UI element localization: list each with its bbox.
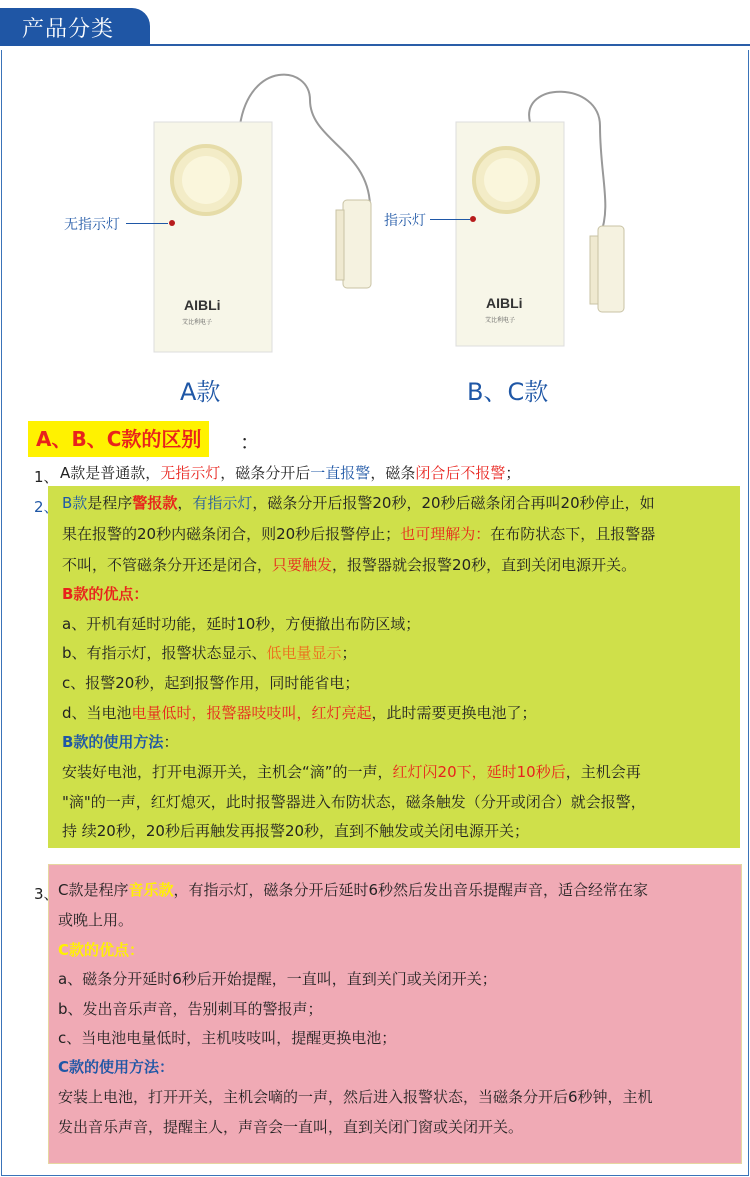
callout-line-bc bbox=[430, 219, 470, 220]
brand-logo-a: AIBLi bbox=[184, 297, 221, 313]
model-b-advantage-d: d、当电池电量低时，报警器吱吱叫，红灯亮起，此时需要更换电池了； bbox=[62, 704, 537, 722]
item-2-number: 2、 bbox=[34, 498, 59, 516]
callout-indicator: 指示灯 bbox=[384, 213, 426, 229]
model-b-line-1: B款是程序警报款，有指示灯，磁条分开后报警20秒，20秒后磁条闭合再叫20秒停止，如 bbox=[62, 494, 655, 512]
item-1-number: 1、 bbox=[34, 468, 59, 486]
model-c-usage-line-2: 发出音乐声音，提醒主人，声音会一直叫，直到关闭门窗或关闭开关。 bbox=[58, 1118, 524, 1136]
model-c-usage-line-1: 安装上电池，打开开关，主机会嘀的一声，然后进入报警状态，当磁条分开后6秒钟，主机 bbox=[58, 1088, 653, 1106]
section-title-colon: ： bbox=[240, 430, 260, 454]
model-c-advantage-b: b、发出音乐声音，告别刺耳的警报声； bbox=[58, 1000, 323, 1018]
page-title: 产品分类 bbox=[22, 17, 115, 42]
model-b-advantage-a: a、开机有延时功能，延时10秒，方便撤出布防区域； bbox=[62, 615, 421, 633]
indicator-position-a bbox=[169, 220, 175, 226]
header bbox=[0, 0, 750, 50]
model-b-usage-line-3: 持 续20秒，20秒后再触发再报警20秒，直到不触发或关闭电源开关； bbox=[62, 822, 530, 840]
model-c-advantages-title: C款的优点： bbox=[58, 941, 145, 959]
indicator-position-bc bbox=[470, 216, 476, 222]
callout-no-indicator: 无指示灯 bbox=[64, 217, 120, 233]
brand-logo-bc: AIBLi bbox=[486, 295, 523, 311]
model-c-line-2: 或晚上用。 bbox=[58, 911, 134, 929]
model-b-usage-line-1: 安装好电池，打开电源开关，主机会“滴”的一声，红灯闪20下，延时10秒后，主机会再 bbox=[62, 763, 641, 781]
model-b-usage-line-2: "滴"的一声，红灯熄灭，此时报警器进入布防状态，磁条触发（分开或闭合）就会报警， bbox=[62, 793, 646, 811]
model-b-usage-title: B款的使用方法： bbox=[62, 733, 179, 751]
svg-text:艾比利电子: 艾比利电子 bbox=[182, 320, 213, 326]
callout-line-a bbox=[126, 223, 168, 224]
item-3-number: 3、 bbox=[34, 885, 59, 903]
model-c-advantage-c: c、当电池电量低时，主机吱吱叫，提醒更换电池； bbox=[58, 1029, 397, 1047]
model-b-advantage-b: b、有指示灯，报警状态显示、低电量显示； bbox=[62, 644, 357, 662]
product-a-label: A款 bbox=[180, 378, 221, 406]
section-title: A、B、C款的区别 bbox=[28, 421, 209, 457]
product-a-image bbox=[140, 70, 400, 360]
svg-text:艾比利电子: 艾比利电子 bbox=[485, 318, 516, 324]
model-c-usage-title: C款的使用方法： bbox=[58, 1058, 175, 1076]
model-b-line-3: 不叫，不管磁条分开还是闭合，只要触发，报警器就会报警20秒，直到关闭电源开关。 bbox=[62, 556, 637, 574]
model-b-advantage-c: c、报警20秒，起到报警作用，同时能省电； bbox=[62, 674, 360, 692]
model-b-line-2: 果在报警的20秒内磁条闭合，则20秒后报警停止；也可理解为：在布防状态下，且报警器 bbox=[62, 525, 656, 543]
product-bc-label: B、C款 bbox=[467, 378, 549, 406]
model-c-advantage-a: a、磁条分开延时6秒后开始提醒，一直叫，直到关门或关闭开关； bbox=[58, 970, 497, 988]
model-b-advantages-title: B款的优点： bbox=[62, 585, 149, 603]
model-c-line-1: C款是程序音乐款，有指示灯，磁条分开后延时6秒然后发出音乐提醒声音，适合经常在家 bbox=[58, 881, 649, 899]
item-1-text: A款是普通款，无指示灯，磁条分开后一直报警，磁条闭合后不报警； bbox=[60, 464, 521, 482]
